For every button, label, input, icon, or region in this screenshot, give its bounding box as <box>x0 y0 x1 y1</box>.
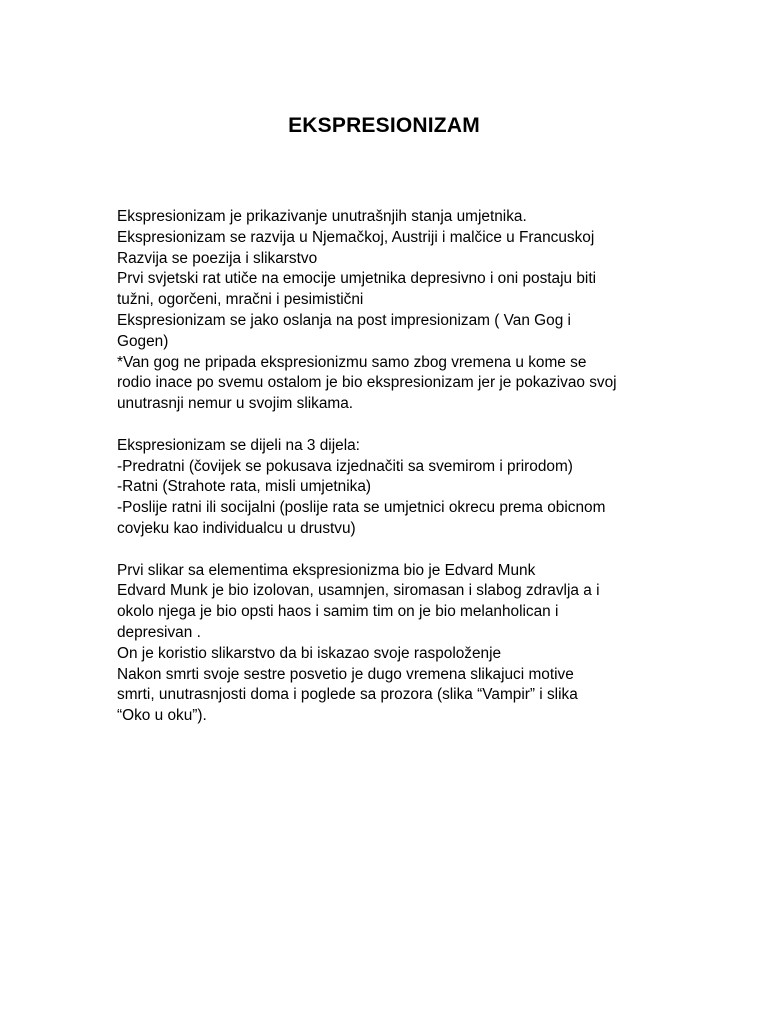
text-line: On je koristio slikarstvo da bi iskazao svoje raspoloženje <box>117 644 502 662</box>
text-line: Razvija se poezija i slikarstvo <box>117 249 318 267</box>
text-line: Prvi slikar sa elementima ekspresionizma bio je Edvard Munk <box>117 561 536 579</box>
text-line: Ekspresionizam se razvija u Njemačkoj, Austriji i malčice u Francuskoj <box>117 228 595 246</box>
paragraph-intro <box>117 207 677 415</box>
document-title: EKSPRESIONIZAM <box>288 114 480 137</box>
text-line: covjeku kao individualcu u drustvu) <box>117 519 356 537</box>
text-line: -Predratni (čovijek se pokusava izjednačiti sa svemirom i prirodom) <box>117 457 573 475</box>
paragraph-divisions <box>117 436 677 540</box>
text-line: depresivan . <box>117 623 201 641</box>
text-line: okolo njega je bio opsti haos i samim tim on je bio melanholican i <box>117 603 559 621</box>
text-line: rodio inace po svemu ostalom je bio ekspresionizam jer je pokazivao svoj <box>117 374 617 392</box>
text-line: unutrasnji nemur u svojim slikama. <box>117 395 354 413</box>
text-line: Prvi svjetski rat utiče na emocije umjetnika depresivno i oni postaju biti <box>117 270 597 288</box>
text-line: Ekspresionizam se jako oslanja na post impresionizam ( Van Gog i <box>117 311 571 329</box>
text-line: -Poslije ratni ili socijalni (poslije rata se umjetnici okrecu prema obicnom <box>117 499 606 517</box>
paragraph-munk <box>117 561 677 727</box>
text-line: “Oko u oku”). <box>117 707 207 725</box>
text-line: Gogen) <box>117 332 169 350</box>
text-line: Nakon smrti svoje sestre posvetio je dugo vremena slikajuci motive <box>117 665 574 683</box>
document-body <box>117 207 677 727</box>
text-line: Ekspresionizam je prikazivanje unutrašnjih stanja umjetnika. <box>117 208 527 225</box>
text-line: -Ratni (Strahote rata, misli umjetnika) <box>117 478 372 496</box>
text-line: *Van gog ne pripada ekspresionizmu samo zbog vremena u kome se <box>117 353 587 371</box>
text-line: Edvard Munk je bio izolovan, usamnjen, siromasan i slabog zdravlja a i <box>117 582 600 600</box>
text-line: smrti, unutrasnjosti doma i poglede sa prozora (slika “Vampir” i slika <box>117 686 578 704</box>
paragraph-spacer <box>117 415 677 436</box>
paragraph-spacer <box>117 540 677 561</box>
text-line: Ekspresionizam se dijeli na 3 dijela: <box>117 436 360 454</box>
text-line: tužni, ogorčeni, mračni i pesimistični <box>117 291 364 309</box>
